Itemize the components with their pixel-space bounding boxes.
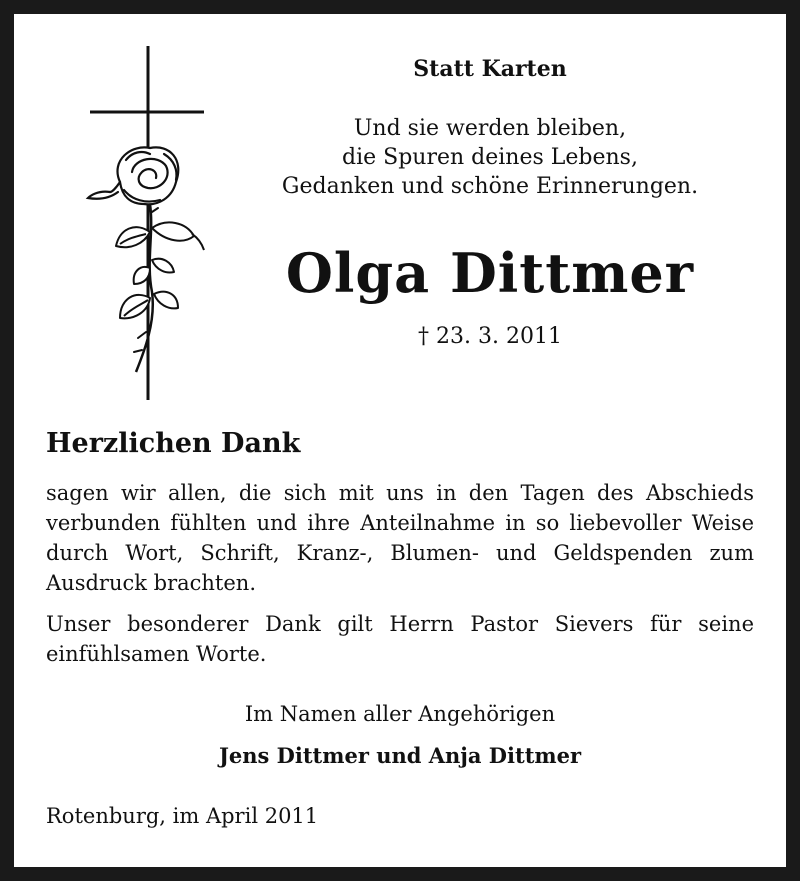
- thanks-paragraph: sagen wir allen, die sich mit uns in den Tagen des Abschieds verbunden fühlten und ihre Anteilnahme in so liebevoller Weise durch Wort, Schrift, Kranz-, Blumen- und Geldspenden zum Ausdruck brachten.: [46, 481, 754, 595]
- poem-line: Und sie werden bleiben,: [353, 116, 627, 141]
- memorial-poem: [230, 114, 750, 201]
- signatories: Jens Dittmer und Anja Dittmer: [218, 743, 582, 768]
- pastor-thanks-paragraph: Unser besonderer Dank gilt Herrn Pastor Sievers für seine einfühlsamen Worte.: [46, 612, 754, 666]
- signoff-line: Im Namen aller Angehörigen: [244, 702, 556, 726]
- cross-with-rose-icon: [80, 32, 220, 404]
- poem-line: Gedanken und schöne Erinnerungen.: [281, 174, 699, 199]
- deceased-name: Olga Dittmer: [285, 241, 695, 305]
- thanks-heading: Herzlichen Dank: [46, 428, 301, 459]
- poem-line: die Spuren deines Lebens,: [342, 145, 638, 170]
- header-statt-karten: Statt Karten: [413, 56, 567, 82]
- place-and-date: Rotenburg, im April 2011: [46, 804, 319, 828]
- death-date: † 23. 3. 2011: [418, 324, 562, 349]
